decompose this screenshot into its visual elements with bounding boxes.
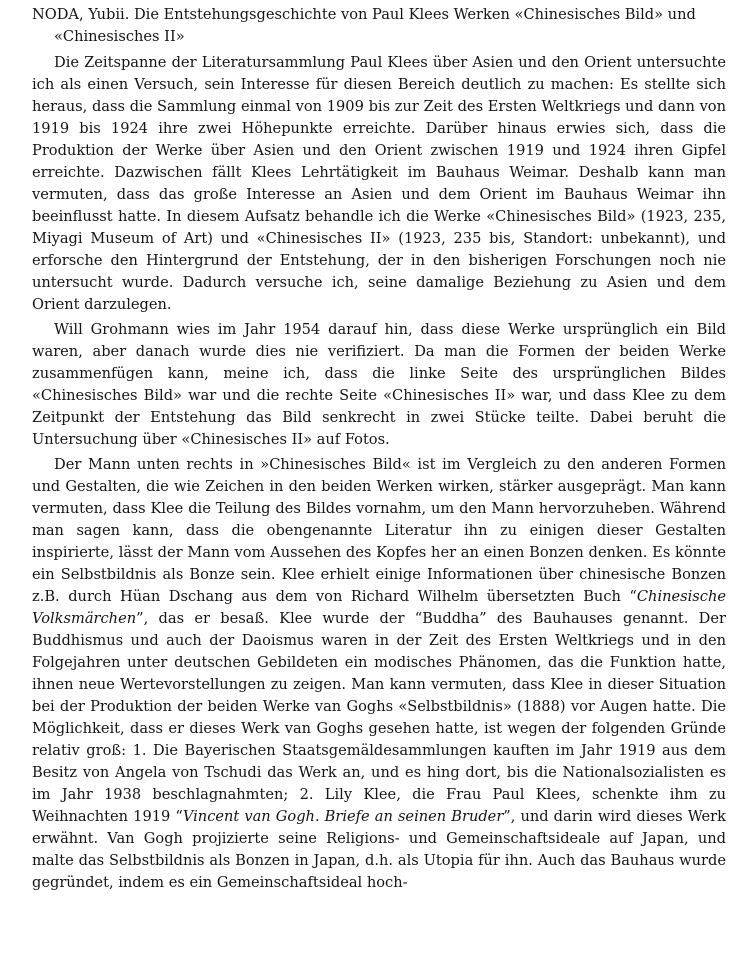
- paragraph-1: [32, 48, 726, 316]
- paragraph-3-text-a: Der Mann unten rechts in »Chinesisches Bild« ist im Vergleich zu den anderen Formen und Gestalten, die wie Zeichen in den beiden Werken wirken, stärker ausgeprägt. Man kann vermuten, dass Klee die Teilung des Bildes vornahm, um den Mann hervorzuheben. Während man sagen kann, dass die obengenannte Literatur ihn zu einigen dieser Gestalten inspirierte, lässt der Mann vom Aussehen des Kopfes her an einen Bonzen denken. Es könnte ein Selbstbildnis als Bonze sein. Klee erhielt einige Informationen über chinesische Bonzen z.B. durch Hüan Dschang aus dem von Richard Wilhelm übersetzten Buch “: [32, 456, 726, 605]
- paragraph-3-text-b: ”, das er besaß. Klee wurde der “Buddha” des Bauhauses genannt. Der Buddhismus und auch der Daoismus waren in der Zeit des Ersten Weltkriegs und in den Folgejahren unter deutschen Gebildeten ein modisches Phänomen, das die Funktion hatte, ihnen neue Wertevorstellungen zu zeigen. Man kann vermuten, dass Klee in dieser Situation bei der Produktion der beiden Werke van Goghs «Selbstbildnis» (1888) vor Augen hatte. Die Möglichkeit, dass er dieses Werk van Goghs gesehen hatte, ist wegen der folgenden Gründe relativ groß: 1. Die Bayerischen Staatsgemäldesammlungen kauften im Jahr 1919 aus dem Besitz von Angela von Tschudi das Werk an, und es hing dort, bis die Nationalsozialisten es im Jahr 1938 beschlagnahmten; 2. Lily Klee, die Frau Paul Klees, schenkte ihm zu Weihnachten 1919 “: [32, 610, 726, 825]
- book-title-van-gogh-briefe: Vincent van Gogh. Briefe an seinen Bruder: [182, 808, 504, 825]
- paragraph-1-text: Die Zeitspanne der Literatursammlung Paul Klees über Asien und den Orient untersuchte ich als einen Versuch, sein Interesse für diesen Bereich deutlich zu machen: Es stellte sich heraus, dass die Sammlung einmal von 1909 bis zur Zeit des Ersten Weltkriegs und dann von 1919 bis 1924 ihre zwei Höhepunkte erreichte. Darüber hinaus erwies sich, dass die Produktion der Werke über Asien und den Orient zwischen 1919 und 1924 ihren Gipfel erreichte. Dazwischen fällt Klees Lehrtätigkeit im Bauhaus Weimar. Deshalb kann man vermuten, dass das große Interesse an Asien und dem Orient im Bauhaus Weimar ihn beeinflusst hatte. In diesem Aufsatz behandle ich die Werke «Chinesisches Bild» (1923, 235, Miyagi Museum of Art) und «Chinesisches II» (1923, 235 bis, Standort: unbekannt), und erforsche den Hintergrund der Entstehung, der in den bisherigen Forschungen noch nie untersucht wurde. Dadurch versuche ich, seine damalige Beziehung zu Asien und dem Orient darzulegen.: [32, 54, 726, 313]
- paragraph-2: [32, 316, 726, 451]
- paragraph-3: [32, 451, 726, 894]
- book-title-chinesische-volksmaerchen: Chinesische Volksmärchen: [32, 588, 726, 627]
- paragraph-3-text-c: ”, und darin wird dieses Werk erwähnt. Van Gogh projizierte seine Religions- und Gemeinschaftsideale auf Japan, und malte das Selbstbildnis als Bonzen in Japan, d.h. als Utopia für ihn. Auch das Bauhaus wurde gegründet, indem es ein Gemeinschaftsideal hoch-: [32, 808, 726, 891]
- document-page: [32, 4, 726, 894]
- article-heading: NODA, Yubii. Die Entstehungsgeschichte von Paul Klees Werken «Chinesisches Bild» und «Chinesisches II»: [32, 6, 696, 45]
- paragraph-2-text: Will Grohmann wies im Jahr 1954 darauf hin, dass diese Werke ursprünglich ein Bild waren, aber danach wurde dies nie verifiziert. Da man die Formen der beiden Werke zusammenfügen kann, meine ich, dass die linke Seite des ursprünglichen Bildes «Chinesisches Bild» war und die rechte Seite «Chinesisches II» war, und dass Klee zu dem Zeitpunkt der Entstehung das Bild senkrecht in zwei Stücke teilte. Dabei beruht die Untersuchung über «Chinesisches II» auf Fotos.: [32, 321, 726, 448]
